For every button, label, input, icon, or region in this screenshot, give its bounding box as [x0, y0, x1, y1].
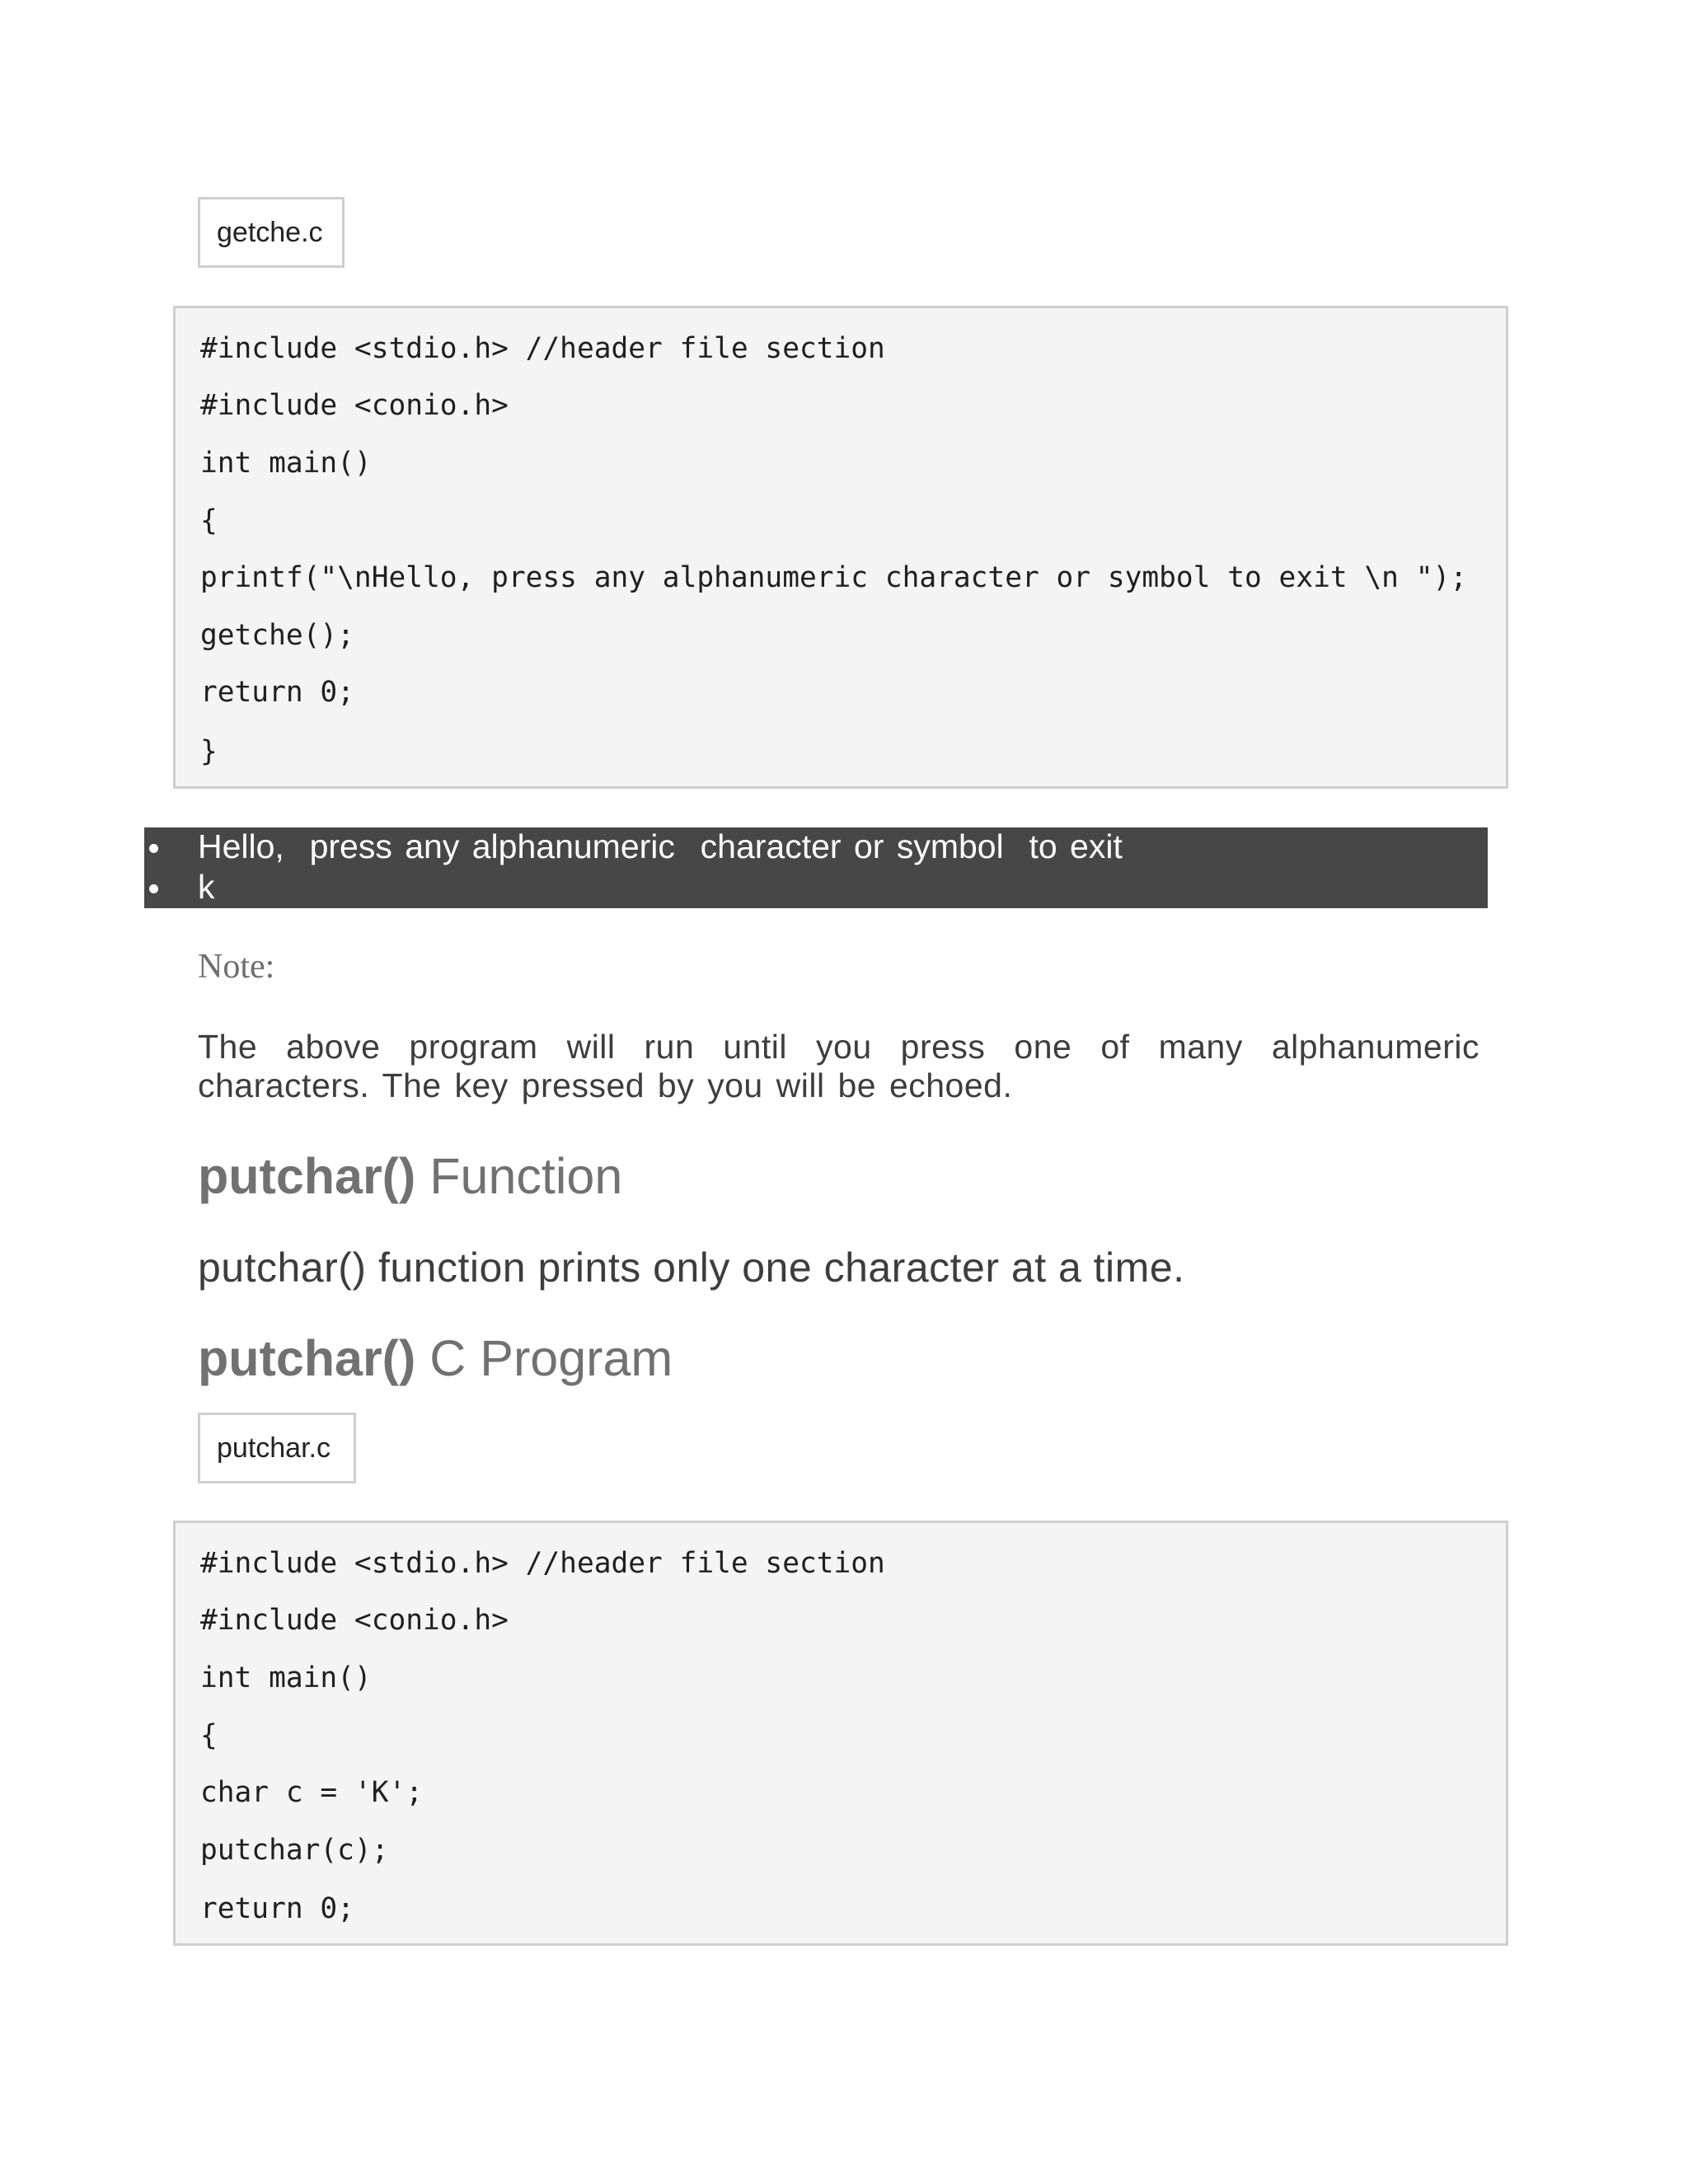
- code-line: {: [200, 504, 218, 537]
- code-line: #include <conio.h>: [200, 389, 509, 422]
- code-line: int main(): [200, 1661, 372, 1694]
- code-line: #include <stdio.h> //header file section: [200, 1547, 885, 1580]
- code-line: }: [200, 735, 218, 768]
- file-label-getche: [198, 197, 345, 268]
- code-line: #include <conio.h>: [200, 1604, 509, 1637]
- note-text: The above program will run until you press one of many alphanumeric characters. The key pressed by you will be echoed.: [198, 1028, 1479, 1104]
- heading-bold: putchar(): [198, 1148, 416, 1204]
- code-block-getche: [173, 306, 1508, 789]
- code-line: return 0;: [200, 1892, 354, 1925]
- code-line: char c = 'K';: [200, 1776, 424, 1809]
- code-line: printf("\nHello, press any alphanumeric character or symbol to exit \n ");: [200, 561, 1468, 594]
- bullet-icon: [149, 884, 158, 893]
- code-line: return 0;: [200, 676, 354, 709]
- heading-rest: C Program: [415, 1330, 673, 1386]
- note-label: Note:: [198, 948, 275, 986]
- output-line: Hello, press any alphanumeric character or symbol to exit: [198, 827, 1123, 865]
- code-line: #include <stdio.h> //header file section: [200, 332, 885, 365]
- code-line: getche();: [200, 619, 354, 652]
- file-label-text: putchar.c: [217, 1432, 331, 1464]
- section-heading-putchar-program: [198, 1330, 673, 1386]
- code-line: putchar(c);: [200, 1834, 389, 1867]
- bullet-icon: [149, 844, 158, 853]
- code-block-putchar: [173, 1521, 1508, 1946]
- heading-bold: putchar(): [198, 1330, 416, 1386]
- section-heading-putchar-function: [198, 1148, 623, 1204]
- file-label-putchar: [198, 1413, 356, 1483]
- code-line: int main(): [200, 447, 372, 480]
- code-line: {: [200, 1719, 218, 1752]
- heading-rest: Function: [415, 1148, 623, 1204]
- putchar-description: putchar() function prints only one character at a time.: [198, 1244, 1185, 1291]
- file-label-text: getche.c: [217, 217, 323, 248]
- program-output: [144, 827, 1488, 908]
- output-line: k: [198, 868, 215, 906]
